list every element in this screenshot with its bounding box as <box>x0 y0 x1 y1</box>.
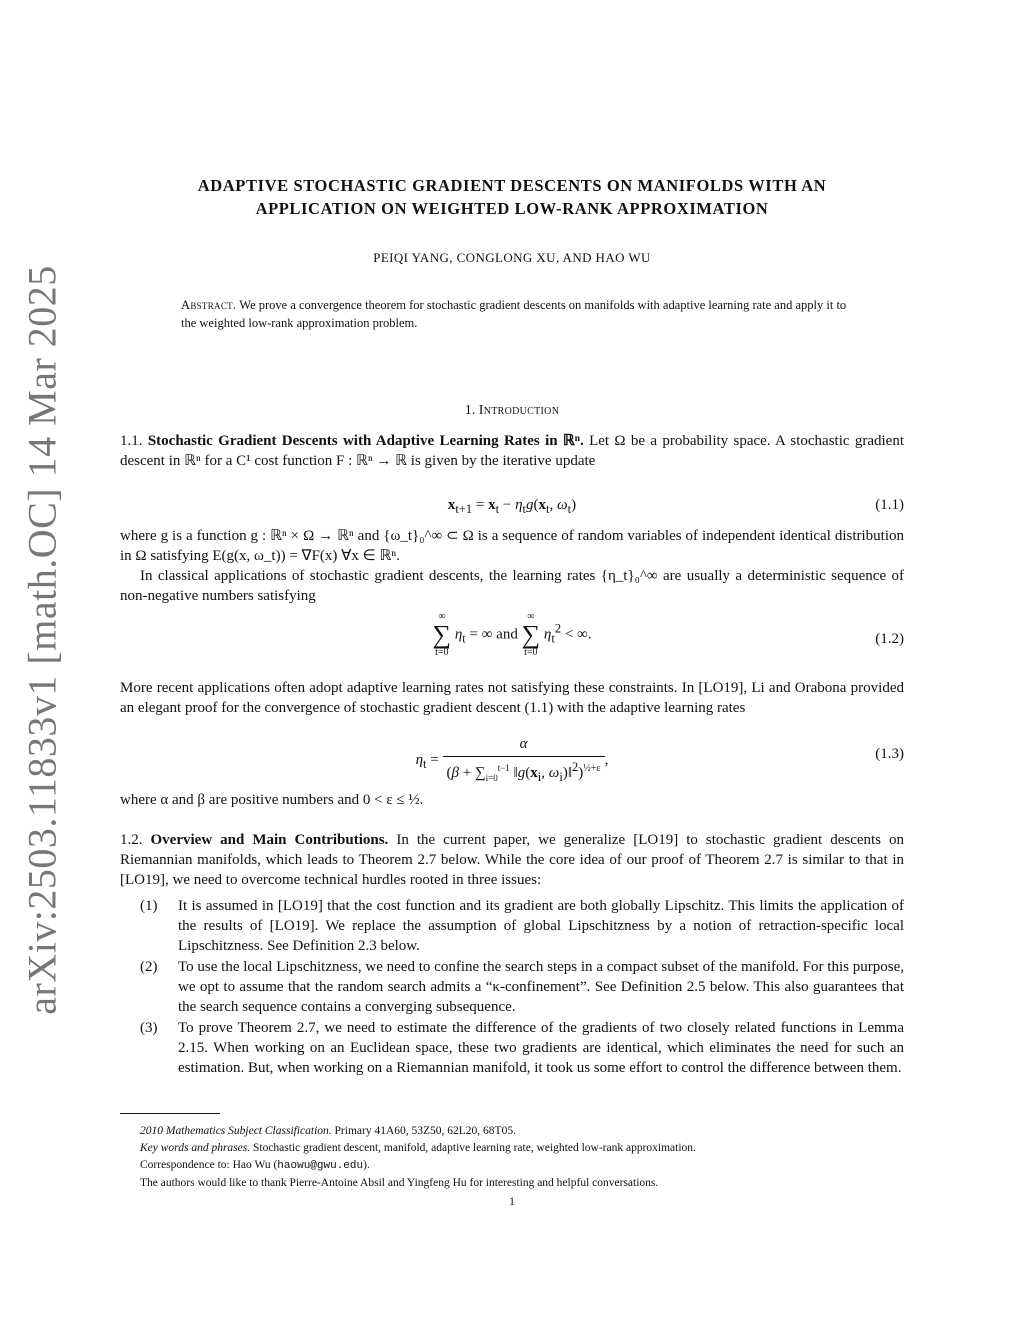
list-marker: (2) <box>140 959 158 975</box>
subsection-text: In the current paper, we generalize [LO19] to stochastic gradient descents on Riemannian manifolds, which leads to Theorem 2.7 below. While the core idea of our proof of Theorem 2.7 is similar to that in [LO19], we need to overcome technical hurdles rooted in three issues: <box>120 832 905 888</box>
paper-title <box>120 174 904 220</box>
title-line-1: ADAPTIVE STOCHASTIC GRADIENT DESCENTS ON MANIFOLDS WITH AN <box>197 176 827 195</box>
keywords-text: Stochastic gradient descent, manifold, adaptive learning rate, weighted low-rank approximation. <box>252 1142 696 1154</box>
equation-number: (1.2) <box>875 631 904 647</box>
subsection-title: Stochastic Gradient Descents with Adaptive Learning Rates in ℝⁿ. <box>147 433 584 449</box>
equation-number: (1.3) <box>875 746 904 762</box>
equation-1-2 <box>120 612 904 672</box>
list-text: It is assumed in [LO19] that the cost function and its gradient are both globally Lipschitz. This limits the application of the results of [LO19]. We replace the assumption of global Lipschitzness by a notion of retraction-specific local Lipschitzness. See Definition 2.3 below. <box>178 898 904 954</box>
paragraph-recent: More recent applications often adopt adaptive learning rates not satisfying these constraints. In [LO19], Li and Orabona provided an elegant proof for the convergence of stochastic gradient descent (1.1) with the adaptive learning rates <box>120 680 904 716</box>
list-marker: (3) <box>140 1020 158 1036</box>
paragraph-classical: In classical applications of stochastic gradient descents, the learning rates {η_t}₀^∞ are usually a deterministic sequence of non-negative numbers satisfying <box>120 568 904 604</box>
section-number: 1. <box>464 403 476 418</box>
subsection-number: 1.2. <box>120 832 143 848</box>
equation-1-3 <box>120 736 904 786</box>
list-text: To prove Theorem 2.7, we need to estimate the difference of the gradients of two closely related functions in Lemma 2.15. When working on an Euclidean space, these two gradients are identical, which eliminates the need for such an estimation. But, when working on a Riemannian manifold, it took us some effort to control the difference between them. <box>178 1020 904 1076</box>
list-item <box>140 1018 904 1078</box>
msc-text: Primary 41A60, 53Z50, 62L20, 68T05. <box>334 1125 516 1137</box>
arxiv-identifier: arXiv:2503.11833v1 [math.OC] 14 Mar 2025 <box>19 265 65 1015</box>
correspondence-email[interactable]: haowu@gwu.edu <box>277 1160 364 1172</box>
subsection-1-2 <box>120 830 904 890</box>
title-line-2: APPLICATION ON WEIGHTED LOW-RANK APPROXIMATION <box>255 199 769 218</box>
equation-number: (1.1) <box>875 497 904 513</box>
section-heading <box>120 403 904 419</box>
subsection-title: Overview and Main Contributions. <box>150 832 389 848</box>
paragraph-where-alpha: where α and β are positive numbers and 0 < ε ≤ ½. <box>120 792 424 808</box>
paragraph-where-g: where g is a function g : ℝⁿ × Ω → ℝⁿ and {ω_t}₀^∞ ⊂ Ω is a sequence of random variables of independent identical distribution in Ω satisfying E(g(x, ω_t)) = ∇F(x) ∀x ∈ ℝⁿ. <box>120 528 904 564</box>
correspondence-text: Correspondence to: Hao Wu ( <box>140 1159 278 1171</box>
equation-body: $x_{t+1} = x_t - \eta_tg(x_t$, $\omega_t$) <box>447 497 577 516</box>
list-item <box>140 896 904 956</box>
author-list: PEIQI YANG, CONGLONG XU, AND HAO WU <box>373 250 651 265</box>
footnotes <box>120 1123 904 1192</box>
equation-body: $\eta_t$ = $\frac{\alpha}{(\beta + \sum_{i=0}^{t-1} ‖g(x_i, \omega_i)‖^2)^{\frac{1}{2}+\varepsilon}}$ , <box>415 736 609 784</box>
subsection-1-1 <box>120 431 904 471</box>
equation-body: ∞ ∑ t=0 $\eta_t$ = ∞ and ∞ ∑ t=0 $\eta_t^2$ < ∞. <box>432 611 592 658</box>
subsection-number: 1.1. <box>120 433 143 449</box>
issues-list <box>140 896 904 1079</box>
msc-label: 2010 Mathematics Subject Classification. <box>140 1125 332 1137</box>
list-item <box>140 957 904 1017</box>
abstract-label: Abstract. <box>181 298 237 312</box>
equation-1-1 <box>120 497 904 519</box>
list-text: To use the local Lipschitzness, we need to confine the search steps in a compact subset of the manifold. For this purpose, we opt to assume that the random search admits a “κ-confinement”. See Definition 2.5 below. This also guarantees that the search sequence contains a converging subsequence. <box>178 959 904 1015</box>
section-title: Introduction <box>478 403 560 418</box>
abstract <box>181 296 851 332</box>
correspondence-end: ). <box>363 1159 370 1171</box>
footnote-keywords <box>120 1140 904 1157</box>
footnote-thanks: The authors would like to thank Pierre-Antoine Absil and Yingfeng Hu for interesting and helpful conversations. <box>140 1177 659 1189</box>
abstract-text: We prove a convergence theorem for stochastic gradient descents on manifolds with adaptive learning rate and apply it to the weighted low-rank approximation problem. <box>181 298 847 330</box>
keywords-label: Key words and phrases. <box>140 1142 251 1154</box>
footnote-rule <box>120 1113 220 1114</box>
subsection-text: Let Ω be a probability space. A stochastic gradient descent in ℝⁿ for a C¹ cost function F : ℝⁿ → ℝ is given by the iterative update <box>120 433 904 469</box>
list-marker: (1) <box>140 898 158 914</box>
page-number: 1 <box>509 1194 515 1208</box>
footnote-correspondence <box>120 1157 904 1175</box>
footnote-msc <box>120 1123 904 1140</box>
